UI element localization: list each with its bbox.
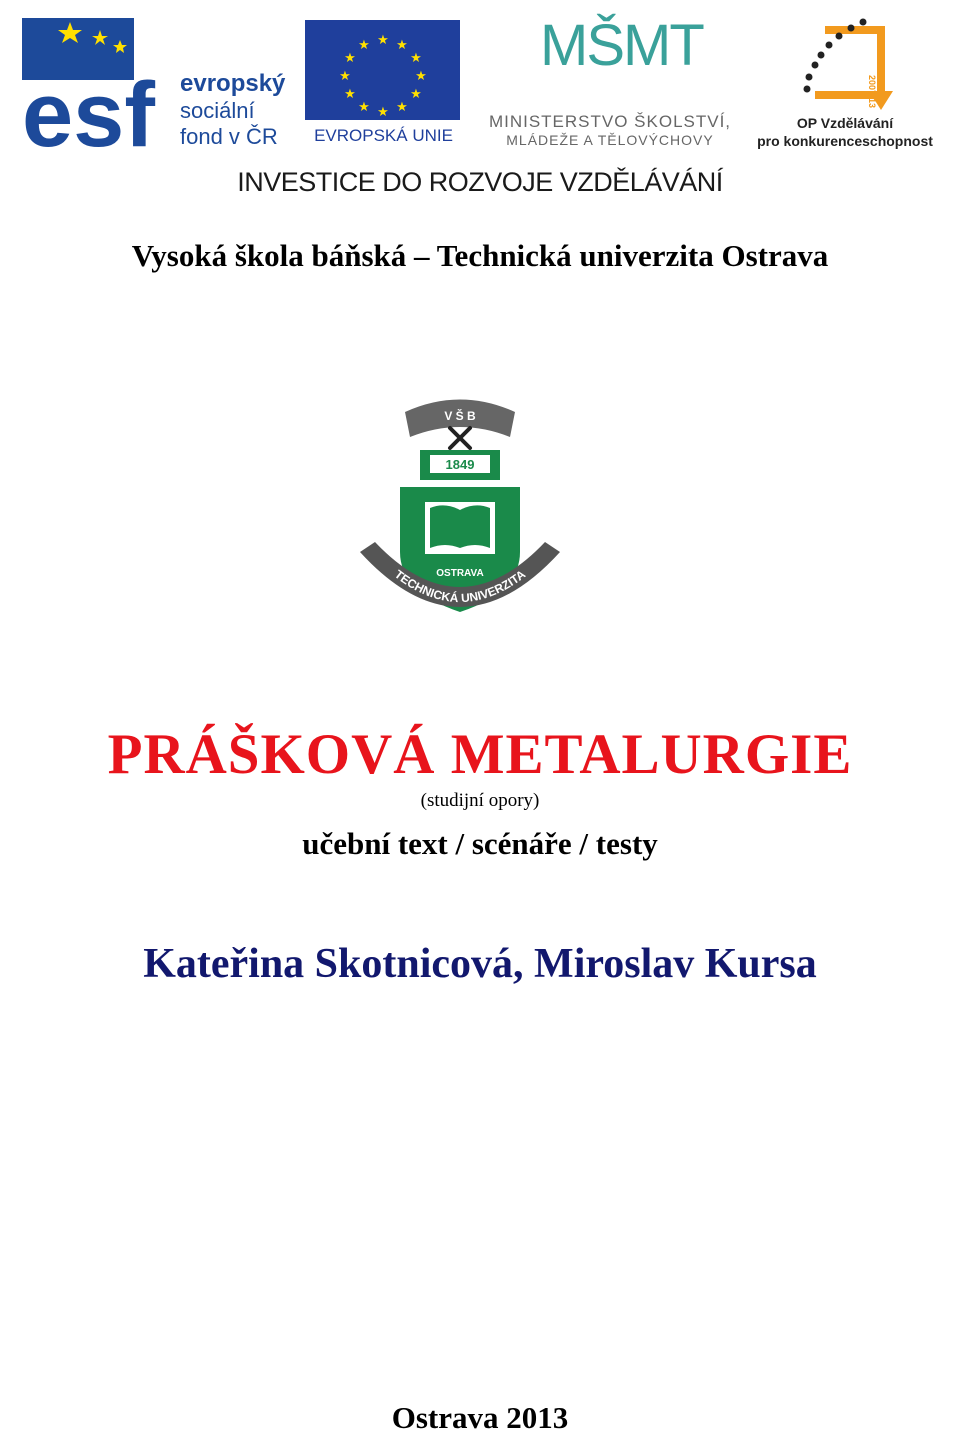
document-title: PRÁŠKOVÁ METALURGIE [107,723,853,786]
msmt-mark: MŠMT [540,13,703,78]
svg-text:★: ★ [396,38,408,53]
op-line-1: OP Vzdělávání [796,115,894,131]
svg-text:★: ★ [410,51,422,66]
esf-line-1: evropský [180,70,286,97]
svg-text:★: ★ [410,87,422,102]
esf-logo [22,18,302,153]
svg-text:★: ★ [396,100,408,115]
op-arrows-icon [785,15,905,115]
slogan: INVESTICE DO ROZVOJE VZDĚLÁVÁNÍ [237,167,723,197]
msmt-line-1: MINISTERSTVO ŠKOLSTVÍ, [488,112,732,131]
vsb-emblem-icon [350,392,570,642]
msmt-line-2: MLÁDEŽE A TĚLOVÝCHOVY [506,132,714,148]
svg-text:★: ★ [358,38,370,53]
op-years: 2007-13 [867,75,877,109]
svg-text:1849: 1849 [445,457,475,472]
svg-text:★: ★ [344,87,356,102]
eu-label: EVROPSKÁ UNIE [314,126,453,145]
op-logo [755,15,935,155]
svg-text:esf: esf [22,64,155,153]
authors: Kateřina Skotnicová, Miroslav Kursa [143,941,817,987]
eu-flag-icon [305,20,462,120]
content-types: učební text / scénáře / testy [302,826,658,861]
logo-bar [0,0,960,210]
eu-logo [305,20,462,155]
svg-text:V Š B: V Š B [444,409,476,423]
esf-line-3: fond v ČR [180,124,278,149]
svg-text:OSTRAVA: OSTRAVA [436,568,484,579]
esf-line-2: sociální [180,98,255,123]
document-subtitle: (studijní opory) [420,790,540,811]
svg-text:★: ★ [339,69,351,84]
place-year: Ostrava 2013 [391,1400,569,1435]
svg-text:★: ★ [415,69,427,84]
svg-text:★: ★ [377,105,389,120]
svg-text:TECHNICKÁ UNIVERZITA: TECHNICKÁ UNIVERZITA [391,567,529,606]
svg-text:★: ★ [377,33,389,48]
svg-text:★: ★ [358,100,370,115]
university-name: Vysoká škola báňská – Technická univerzita Ostrava [131,238,829,273]
op-line-2: pro konkurenceschopnost [757,133,933,149]
esf-mark-icon [22,18,172,153]
svg-text:★: ★ [344,51,356,66]
msmt-logo [470,14,750,154]
